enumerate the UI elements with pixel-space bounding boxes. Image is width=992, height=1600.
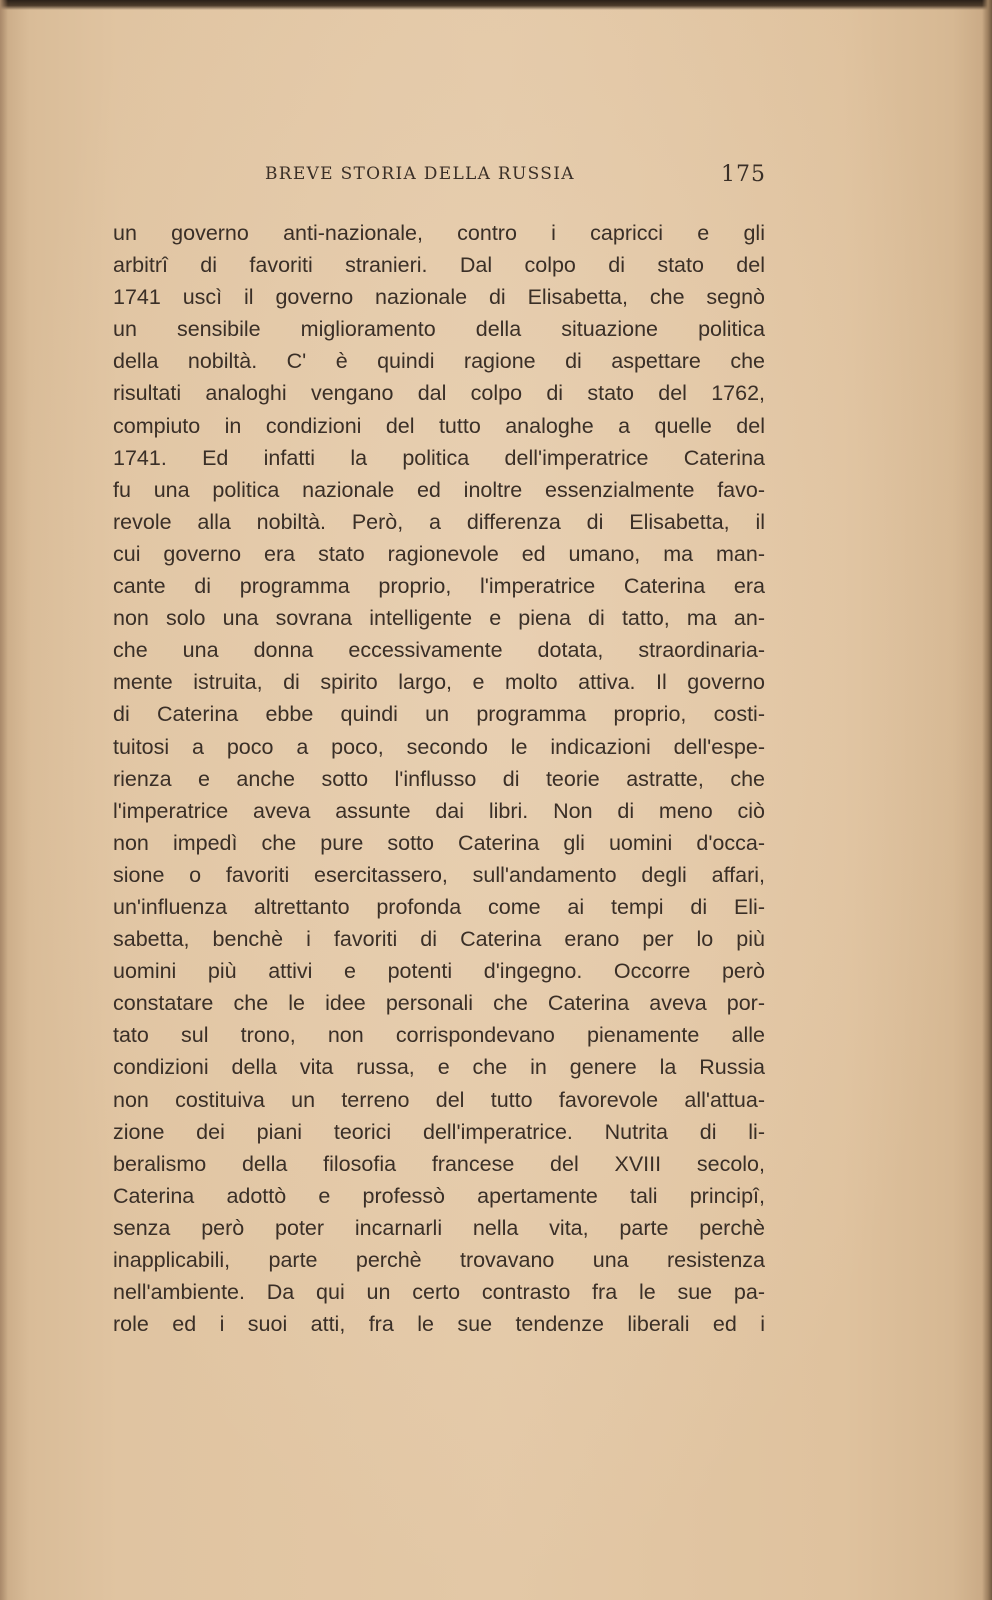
text-line: role ed i suoi atti, fra le sue tendenze liberali ed i <box>113 1312 765 1337</box>
text-line: constatare che le idee personali che Caterina aveva por- <box>113 991 765 1016</box>
text-line: Caterina adottò e professò apertamente tali principî, <box>113 1183 765 1208</box>
text-line: sione o favoriti esercitassero, sull'andamento degli affari, <box>113 862 765 887</box>
text-line: un sensibile miglioramento della situazione politica <box>113 317 765 342</box>
text-line: cante di programma proprio, l'imperatrice Caterina era <box>113 574 765 599</box>
text-line: 1741 uscì il governo nazionale di Elisabetta, che segnò <box>113 285 765 310</box>
text-line: zione dei piani teorici dell'imperatrice. Nutrita di li- <box>113 1119 765 1144</box>
text-line: inapplicabili, parte perchè trovavano una resistenza <box>113 1248 765 1272</box>
page-left-edge <box>0 0 8 1600</box>
text-line: mente istruita, di spirito largo, e molto attiva. Il governo <box>113 670 765 695</box>
text-line: revole alla nobiltà. Però, a differenza di Elisabetta, il <box>113 509 765 534</box>
text-line: uomini più attivi e potenti d'ingegno. Occorre però <box>113 959 765 984</box>
page-right-edge <box>982 0 992 1600</box>
text-line: condizioni della vita russa, e che in genere la Russia <box>113 1055 765 1080</box>
page-header <box>112 160 766 190</box>
body-text <box>113 217 765 1340</box>
text-line: l'imperatrice aveva assunte dai libri. Non di meno ciò <box>113 798 765 823</box>
text-line: un'influenza altrettanto profonda come ai tempi di Eli- <box>113 894 765 919</box>
text-line: beralismo della filosofia francese del XVIII secolo, <box>113 1151 765 1176</box>
text-line: 1741. Ed infatti la politica dell'imperatrice Caterina <box>113 445 765 470</box>
page-top-edge <box>0 0 992 10</box>
text-line: fu una politica nazionale ed inoltre essenzialmente favo- <box>113 477 765 502</box>
text-line: di Caterina ebbe quindi un programma proprio, costi- <box>113 702 765 727</box>
text-line: un governo anti-nazionale, contro i capricci e gli <box>113 221 765 245</box>
text-line: risultati analoghi vengano dal colpo di stato del 1762, <box>113 381 765 406</box>
text-line: non solo una sovrana intelligente e piena di tatto, ma an- <box>113 606 765 631</box>
running-title: BREVE STORIA DELLA RUSSIA <box>265 164 575 184</box>
text-line: non impedì che pure sotto Caterina gli uomini d'occa- <box>113 830 765 855</box>
text-line: rienza e anche sotto l'influsso di teorie astratte, che <box>113 766 765 791</box>
text-line: della nobiltà. C' è quindi ragione di aspettare che <box>113 349 765 374</box>
text-line: compiuto in condizioni del tutto analoghe a quelle del <box>113 413 765 438</box>
text-line: sabetta, benchè i favoriti di Caterina erano per lo più <box>113 927 765 952</box>
text-line: tato sul trono, non corrispondevano pienamente alle <box>113 1023 765 1048</box>
text-line: nell'ambiente. Da qui un certo contrasto fra le sue pa- <box>113 1280 765 1305</box>
text-line: che una donna eccessivamente dotata, straordinaria- <box>113 638 765 663</box>
text-line: cui governo era stato ragionevole ed umano, ma man- <box>113 541 765 566</box>
text-line: senza però poter incarnarli nella vita, parte perchè <box>113 1215 765 1240</box>
page-number: 175 <box>721 162 766 187</box>
text-line: arbitrî di favoriti stranieri. Dal colpo di stato del <box>113 253 765 278</box>
text-line: non costituiva un terreno del tutto favorevole all'attua- <box>113 1087 765 1112</box>
text-line: tuitosi a poco a poco, secondo le indicazioni dell'espe- <box>113 734 765 759</box>
